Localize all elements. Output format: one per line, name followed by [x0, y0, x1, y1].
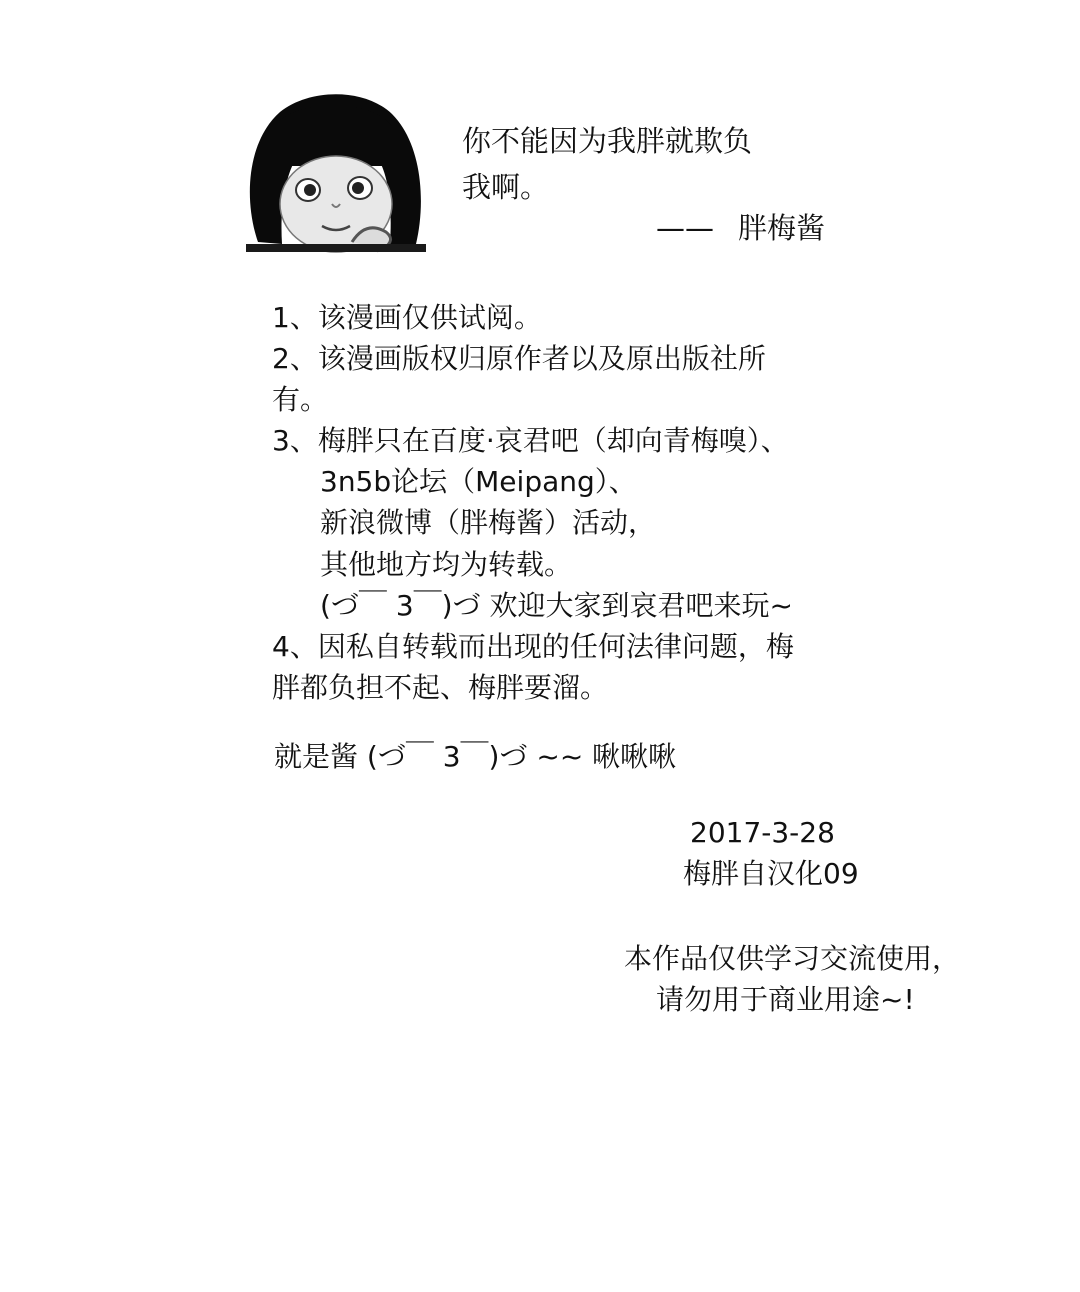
footer-disclaimer-1: 本作品仅供学习交流使用， — [624, 942, 961, 975]
quote-line-2: 我啊。 — [462, 170, 550, 204]
notice-item-4-line-a: 4、因私自转载而出现的任何法律问题，梅 — [272, 630, 794, 663]
quote-line-1: 你不能因为我胖就欺负 — [462, 124, 753, 158]
footer-date: 2017-3-28 — [690, 816, 835, 849]
closing-kiss-line: 就是酱 (づ￣ 3￣)づ ~~ 啾啾啾 — [274, 740, 677, 773]
notice-item-1: 1、该漫画仅供试阅。 — [272, 301, 542, 334]
notice-item-2-line-a: 2、该漫画版权归原作者以及原出版社所 — [272, 342, 766, 375]
notice-item-2-line-b: 有。 — [272, 383, 329, 416]
footer-disclaimer-2: 请勿用于商业用途~! — [656, 983, 915, 1016]
footer-group: 梅胖自汉化09 — [683, 857, 859, 890]
attribution-name: 胖梅酱 — [738, 211, 826, 245]
notice-item-3-line-c: 新浪微博（胖梅酱）活动， — [320, 506, 657, 539]
girl-face-meme-icon — [240, 92, 430, 254]
attribution-dash: —— — [656, 211, 714, 245]
notice-item-3-line-d: 其他地方均为转载。 — [320, 548, 573, 581]
notice-item-3-line-e: (づ￣ 3￣)づ 欢迎大家到哀君吧来玩~ — [320, 589, 793, 622]
notice-item-3-line-b: 3n5b论坛（Meipang）、 — [320, 465, 637, 498]
notice-item-3-line-a: 3、梅胖只在百度·哀君吧（却向青梅嗅）、 — [272, 424, 789, 457]
notice-item-4-line-b: 胖都负担不起、梅胖要溜。 — [272, 671, 609, 704]
